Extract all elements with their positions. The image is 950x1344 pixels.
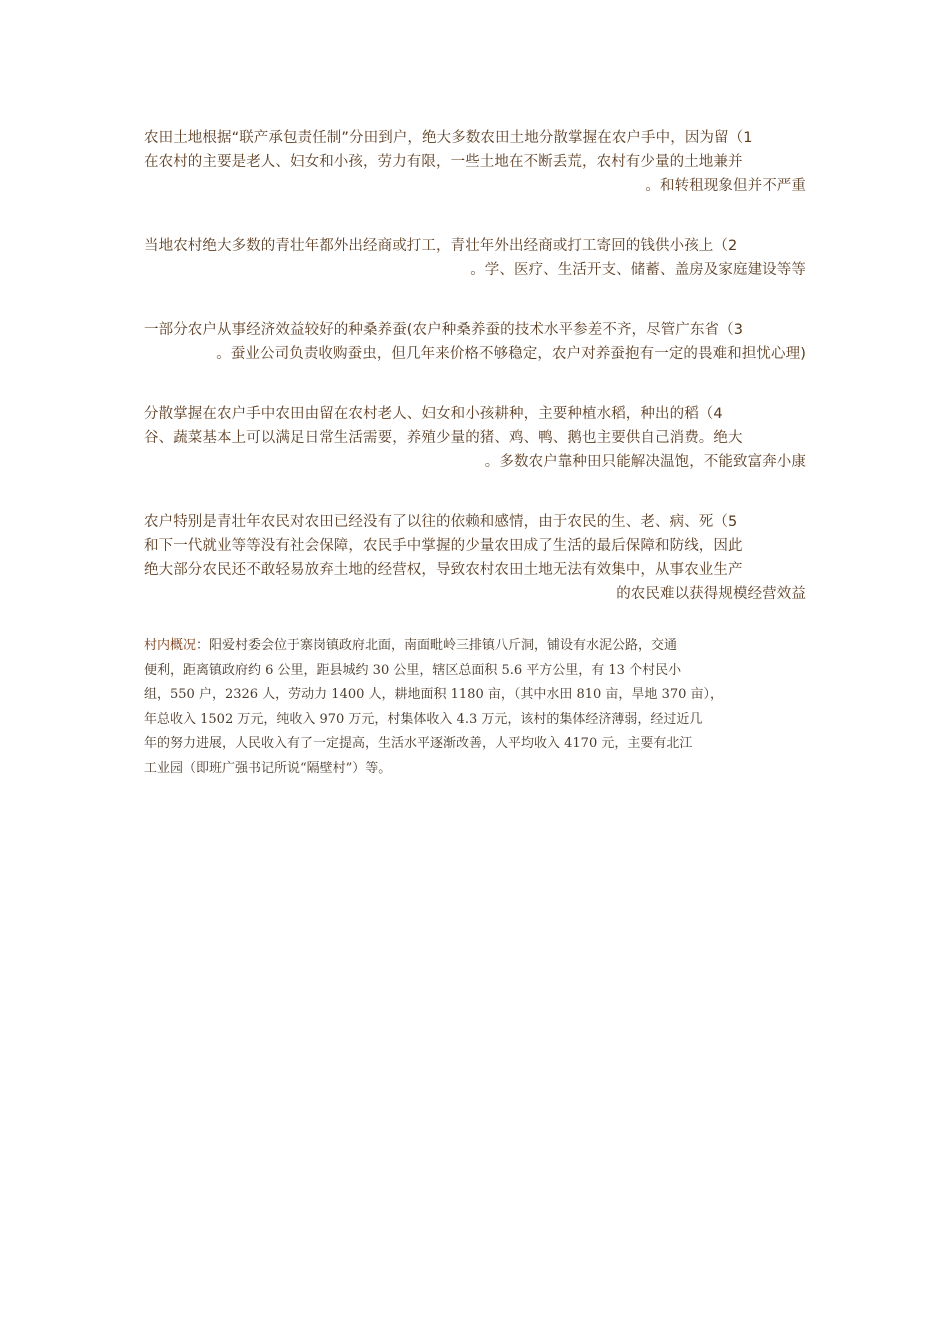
point-3-line-1: 一部分农户从事经济效益较好的种桑养蚕(农户种桑养蚕的技术水平参差不齐，尽管广东省（3 bbox=[144, 322, 744, 338]
point-5-line-3: 绝大部分农民还不敢轻易放弃土地的经营权，导致农村农田土地无法有效集中，从事农业生产 bbox=[144, 562, 743, 578]
numbered-points bbox=[144, 126, 806, 642]
overview-line-6: 工业园（即班广强书记所说“隔壁村”）等。 bbox=[144, 760, 392, 776]
point-5-line-2: 和下一代就业等等没有社会保障，农民手中掌握的少量农田成了生活的最后保障和防线，因此 bbox=[144, 538, 743, 554]
overview-line-2: 便利，距离镇政府约 6 公里，距县城约 30 公里，辖区总面积 5.6 平方公里，有 13 个村民小 bbox=[144, 662, 682, 678]
point-1-line-2: 在农村的主要是老人、妇女和小孩，劳力有限，一些土地在不断丢荒，农村有少量的土地兼并 bbox=[144, 154, 743, 170]
point-3-line-2: 。蚕业公司负责收购蚕虫，但几年来价格不够稳定，农户对养蚕抱有一定的畏难和担忧心理) bbox=[216, 346, 806, 362]
village-overview bbox=[144, 634, 806, 782]
point-4-line-2: 谷、蔬菜基本上可以满足日常生活需要，养殖少量的猪、鸡、鸭、鹅也主要供自己消费。绝大 bbox=[144, 430, 743, 446]
point-2-line-2: 。学、医疗、生活开支、储蓄、盖房及家庭建设等等 bbox=[470, 262, 806, 278]
overview-label: 村内概况 bbox=[144, 638, 197, 653]
point-1-line-3: 。和转租现象但并不严重 bbox=[645, 178, 806, 194]
point-5-line-1: 农户特别是青壮年农民对农田已经没有了以往的依赖和感情，由于农民的生、老、病、死（5 bbox=[144, 514, 738, 530]
point-1 bbox=[144, 126, 806, 198]
overview-line-3: 组，550 户，2326 人，劳动力 1400 人，耕地面积 1180 亩，（其中水田 810 亩，旱地 370 亩）， bbox=[144, 687, 724, 703]
point-1-line-1: 农田土地根据“联产承包责任制”分田到户，绝大多数农田土地分散掌握在农户手中，因为留（1 bbox=[144, 130, 753, 146]
point-2-line-1: 当地农村绝大多数的青壮年都外出经商或打工，青壮年外出经商或打工寄回的钱供小孩上（2 bbox=[144, 238, 738, 254]
point-5-line-4: 的农民难以获得规模经营效益 bbox=[616, 586, 806, 602]
point-3 bbox=[144, 318, 806, 366]
overview-line-5: 年的努力进展，人民收入有了一定提高，生活水平逐渐改善，人平均收入 4170 元，主要有北江 bbox=[144, 736, 693, 752]
point-4-line-1: 分散掌握在农户手中农田由留在农村老人、妇女和小孩耕种，主要种植水稻，种出的稻（4 bbox=[144, 406, 723, 422]
overview-line-4: 年总收入 1502 万元，纯收入 970 万元，村集体收入 4.3 万元，该村的集体经济薄弱，经过近几 bbox=[144, 711, 703, 727]
overview-line-1 bbox=[144, 634, 806, 659]
point-4-line-3: 。多数农户靠种田只能解决温饱，不能致富奔小康 bbox=[484, 454, 806, 470]
overview-line-1-text: ：阳爱村委会位于寨岗镇政府北面，南面毗岭三排镇八斤洞，铺设有水泥公路，交通 bbox=[196, 638, 678, 653]
point-5 bbox=[144, 510, 806, 606]
point-2 bbox=[144, 234, 806, 282]
point-4 bbox=[144, 402, 806, 474]
